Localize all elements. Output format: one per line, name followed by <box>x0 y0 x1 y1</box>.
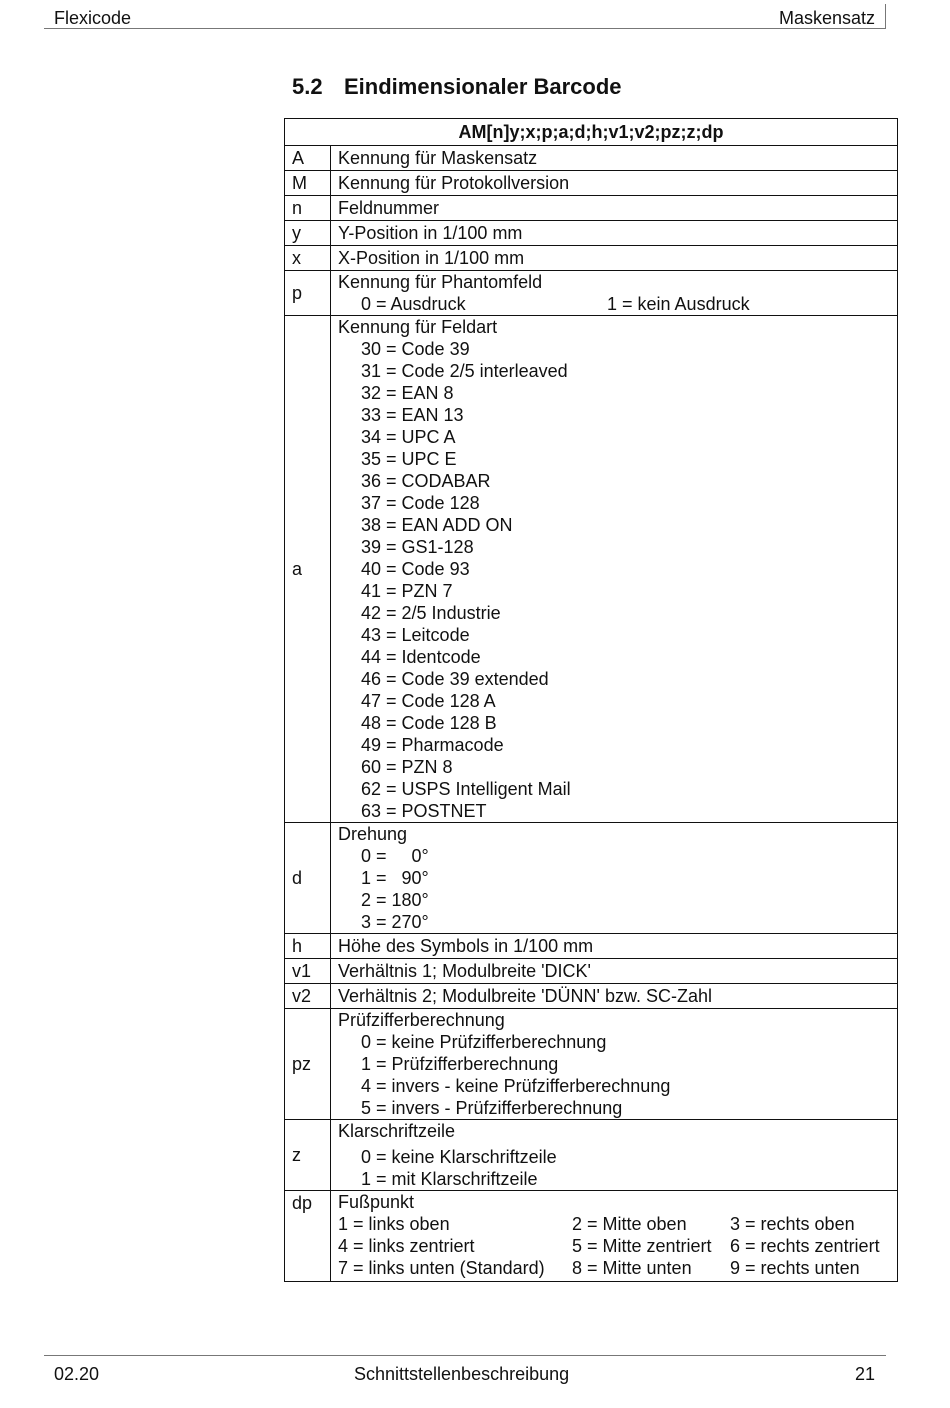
anchor-grid-row <box>338 1257 893 1281</box>
param-key: dp <box>285 1191 331 1282</box>
param-desc: Höhe des Symbols in 1/100 mm <box>331 934 898 959</box>
option-line: 3 = 270° <box>361 912 429 932</box>
anchor-option: 9 = rechts unten <box>730 1258 860 1278</box>
option-line: 37 = Code 128 <box>361 493 480 513</box>
param-desc: Drehung <box>338 824 408 844</box>
param-desc: Klarschriftzeile <box>338 1121 456 1141</box>
param-key: M <box>285 171 331 196</box>
table-row-v2 <box>285 984 898 1009</box>
option-line: 40 = Code 93 <box>361 559 470 579</box>
table-header-row <box>285 119 898 146</box>
table-row-z <box>285 1120 898 1191</box>
page-header <box>44 0 886 29</box>
option-line: 1 = Prüfzifferberechnung <box>361 1054 559 1074</box>
param-key: p <box>285 271 331 316</box>
anchor-option: 8 = Mitte unten <box>572 1258 692 1278</box>
option-line: 33 = EAN 13 <box>361 405 464 425</box>
param-cell <box>331 1191 898 1282</box>
table-row-a <box>285 316 898 823</box>
footer-document-title: Schnittstellenbeschreibung <box>354 1364 570 1384</box>
option-text: 1 = kein Ausdruck <box>607 294 750 314</box>
anchor-option: 7 = links unten (Standard) <box>338 1258 545 1278</box>
section-heading <box>292 74 622 100</box>
option-line: 1 = mit Klarschriftzeile <box>361 1169 538 1189</box>
param-key: z <box>285 1120 331 1191</box>
option-line: 36 = CODABAR <box>361 471 491 491</box>
header-product-name: Flexicode <box>54 8 132 28</box>
param-desc: Verhältnis 1; Modulbreite 'DICK' <box>331 959 898 984</box>
table-row-n <box>285 196 898 221</box>
option-line: 63 = POSTNET <box>361 801 487 821</box>
param-desc: Kennung für Maskensatz <box>331 146 898 171</box>
option-line: 32 = EAN 8 <box>361 383 454 403</box>
anchor-option: 1 = links oben <box>338 1214 450 1234</box>
option-line: 0 = 0° <box>361 846 429 866</box>
option-line: 0 = keine Klarschriftzeile <box>361 1147 557 1167</box>
option-line: 2 = 180° <box>361 890 429 910</box>
option-line: 31 = Code 2/5 interleaved <box>361 361 568 381</box>
option-line: 48 = Code 128 B <box>361 713 497 733</box>
param-key: h <box>285 934 331 959</box>
option-line: 47 = Code 128 A <box>361 691 496 711</box>
param-cell <box>331 1120 898 1191</box>
option-line: 5 = invers - Prüfzifferberechnung <box>361 1098 623 1118</box>
option-line <box>338 293 893 315</box>
option-line: 34 = UPC A <box>361 427 456 447</box>
param-key: A <box>285 146 331 171</box>
option-line: 35 = UPC E <box>361 449 457 469</box>
param-cell <box>331 271 898 316</box>
anchor-grid-row <box>338 1213 893 1235</box>
option-line: 38 = EAN ADD ON <box>361 515 513 535</box>
option-text: 0 = Ausdruck <box>361 294 466 314</box>
param-desc: Prüfzifferberechnung <box>338 1010 505 1030</box>
anchor-grid-row <box>338 1235 893 1257</box>
option-line: 62 = USPS Intelligent Mail <box>361 779 571 799</box>
param-desc: Kennung für Feldart <box>338 317 498 337</box>
option-line: 49 = Pharmacode <box>361 735 504 755</box>
param-desc: Fußpunkt <box>338 1192 415 1212</box>
section-title: Eindimensionaler Barcode <box>344 74 622 99</box>
param-desc: Feldnummer <box>331 196 898 221</box>
header-chapter-name: Maskensatz <box>778 8 875 28</box>
table-row-h <box>285 934 898 959</box>
param-key: pz <box>285 1009 331 1120</box>
param-key: n <box>285 196 331 221</box>
table-row-d <box>285 823 898 934</box>
param-key: v2 <box>285 984 331 1009</box>
table-row-v1 <box>285 959 898 984</box>
table-row-p <box>285 271 898 316</box>
table-row-A <box>285 146 898 171</box>
param-key: y <box>285 221 331 246</box>
param-desc: Verhältnis 2; Modulbreite 'DÜNN' bzw. SC-Zahl <box>331 984 898 1009</box>
page-footer <box>44 1355 886 1384</box>
param-desc: Kennung für Phantomfeld <box>338 272 543 292</box>
header-divider <box>885 4 886 28</box>
param-cell <box>331 1009 898 1120</box>
option-line: 43 = Leitcode <box>361 625 470 645</box>
option-line: 42 = 2/5 Industrie <box>361 603 501 623</box>
param-key: v1 <box>285 959 331 984</box>
anchor-option: 5 = Mitte zentriert <box>572 1236 712 1256</box>
footer-version: 02.20 <box>54 1364 100 1384</box>
option-line: 39 = GS1-128 <box>361 537 474 557</box>
option-line: 60 = PZN 8 <box>361 757 453 777</box>
option-line: 0 = keine Prüfzifferberechnung <box>361 1032 607 1052</box>
anchor-option: 6 = rechts zentriert <box>730 1236 880 1256</box>
option-line: 41 = PZN 7 <box>361 581 453 601</box>
param-desc: X-Position in 1/100 mm <box>331 246 898 271</box>
anchor-option: 2 = Mitte oben <box>572 1214 687 1234</box>
option-line: 4 = invers - keine Prüfzifferberechnung <box>361 1076 671 1096</box>
param-cell <box>331 316 898 823</box>
param-key: x <box>285 246 331 271</box>
parameter-table <box>284 118 898 1282</box>
option-line: 46 = Code 39 extended <box>361 669 549 689</box>
table-row-pz <box>285 1009 898 1120</box>
section-number: 5.2 <box>292 74 323 99</box>
param-cell <box>331 823 898 934</box>
anchor-option: 3 = rechts oben <box>730 1214 855 1234</box>
param-key: a <box>285 316 331 823</box>
option-line: 30 = Code 39 <box>361 339 470 359</box>
table-row-M <box>285 171 898 196</box>
option-line: 44 = Identcode <box>361 647 481 667</box>
table-row-dp <box>285 1191 898 1282</box>
table-row-y <box>285 221 898 246</box>
param-desc: Kennung für Protokollversion <box>331 171 898 196</box>
anchor-option: 4 = links zentriert <box>338 1236 475 1256</box>
param-key: d <box>285 823 331 934</box>
option-line: 1 = 90° <box>361 868 429 888</box>
footer-page-number: 21 <box>854 1364 875 1384</box>
syntax-string: AM[n]y;x;p;a;d;h;v1;v2;pz;z;dp <box>285 119 898 146</box>
table-row-x <box>285 246 898 271</box>
param-desc: Y-Position in 1/100 mm <box>331 221 898 246</box>
